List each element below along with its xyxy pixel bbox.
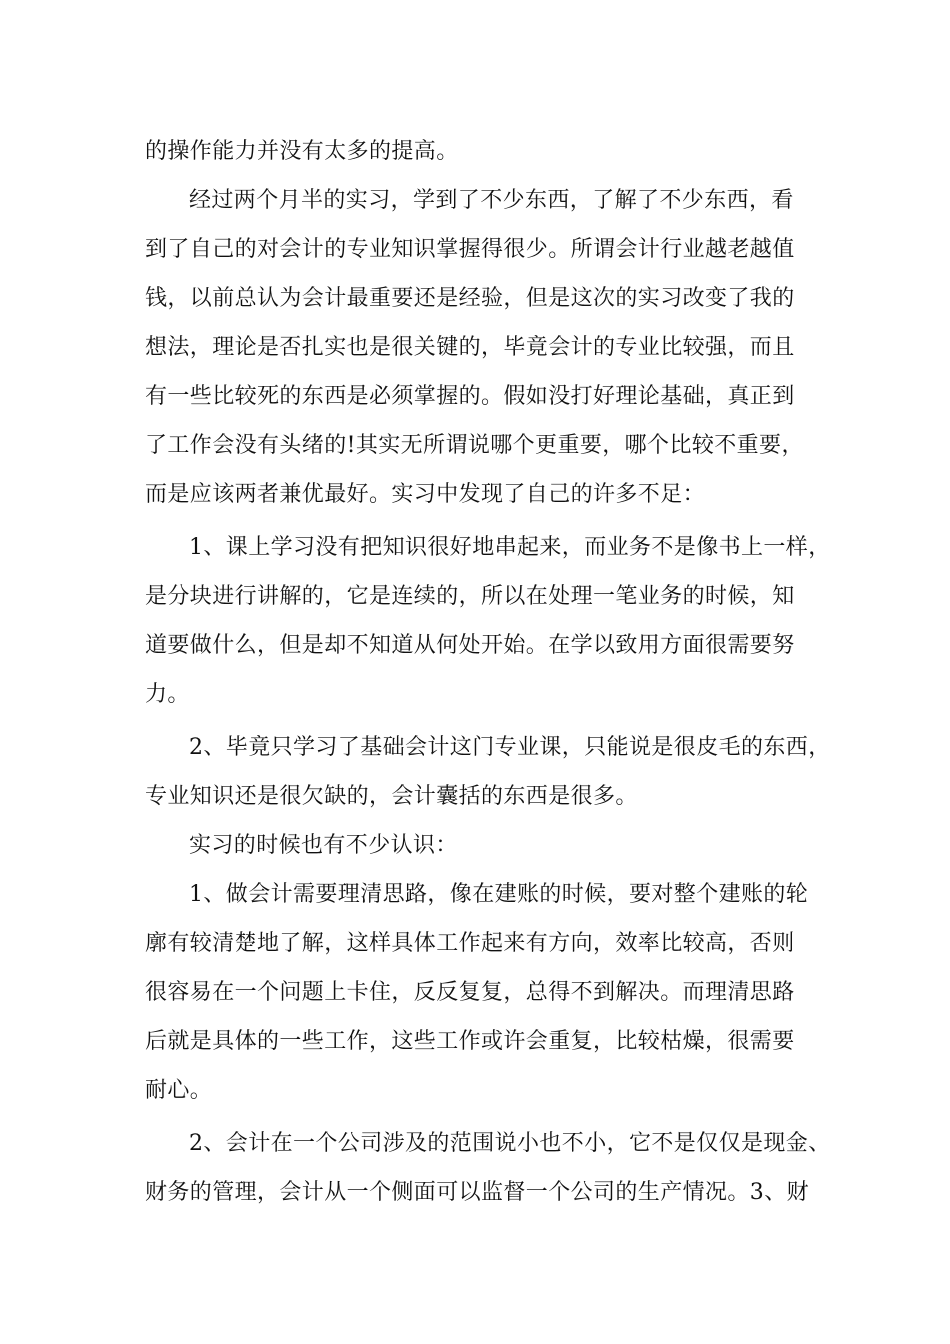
text-line: 专业知识还是很欠缺的，会计囊括的东西是很多。 <box>145 784 638 809</box>
text-line: 实习的时候也有不少认识： <box>189 833 458 858</box>
text-line: 力。 <box>145 682 190 707</box>
text-line: 是分块进行讲解的，它是连续的，所以在处理一笔业务的时候，知 <box>145 584 795 609</box>
text-line: 1、课上学习没有把知识很好地串起来，而业务不是像书上一样， <box>189 535 831 560</box>
text-line: 想法，理论是否扎实也是很关键的，毕竟会计的专业比较强，而且 <box>145 335 795 360</box>
text-line: 而是应该两者兼优最好。实习中发现了自己的许多不足： <box>145 482 706 507</box>
text-line: 到了自己的对会计的专业知识掌握得很少。所谓会计行业越老越值 <box>145 237 795 262</box>
text-line: 道要做什么，但是却不知道从何处开始。在学以致用方面很需要努 <box>145 633 795 658</box>
text-line: 了工作会没有头绪的!其实无所谓说哪个更重要，哪个比较不重要， <box>145 433 804 458</box>
text-line: 很容易在一个问题上卡住，反反复复，总得不到解决。而理清思路 <box>145 980 795 1005</box>
text-line: 2、毕竟只学习了基础会计这门专业课，只能说是很皮毛的东西， <box>189 735 831 760</box>
text-line: 2、会计在一个公司涉及的范围说小也不小，它不是仅仅是现金、 <box>189 1131 831 1156</box>
text-line: 有一些比较死的东西是必须掌握的。假如没打好理论基础，真正到 <box>145 384 795 409</box>
text-line: 耐心。 <box>145 1078 213 1103</box>
text-line: 的操作能力并没有太多的提高。 <box>145 139 459 164</box>
text-line: 1、做会计需要理清思路，像在建账的时候，要对整个建账的轮 <box>189 882 809 907</box>
text-line: 钱，以前总认为会计最重要还是经验，但是这次的实习改变了我的 <box>145 286 795 311</box>
text-line: 经过两个月半的实习，学到了不少东西，了解了不少东西，看 <box>189 188 794 213</box>
text-line: 后就是具体的一些工作，这些工作或许会重复，比较枯燥，很需要 <box>145 1029 795 1054</box>
text-line: 财务的管理，会计从一个侧面可以监督一个公司的生产情况。3、财 <box>145 1180 809 1205</box>
text-line: 廓有较清楚地了解，这样具体工作起来有方向，效率比较高，否则 <box>145 931 795 956</box>
